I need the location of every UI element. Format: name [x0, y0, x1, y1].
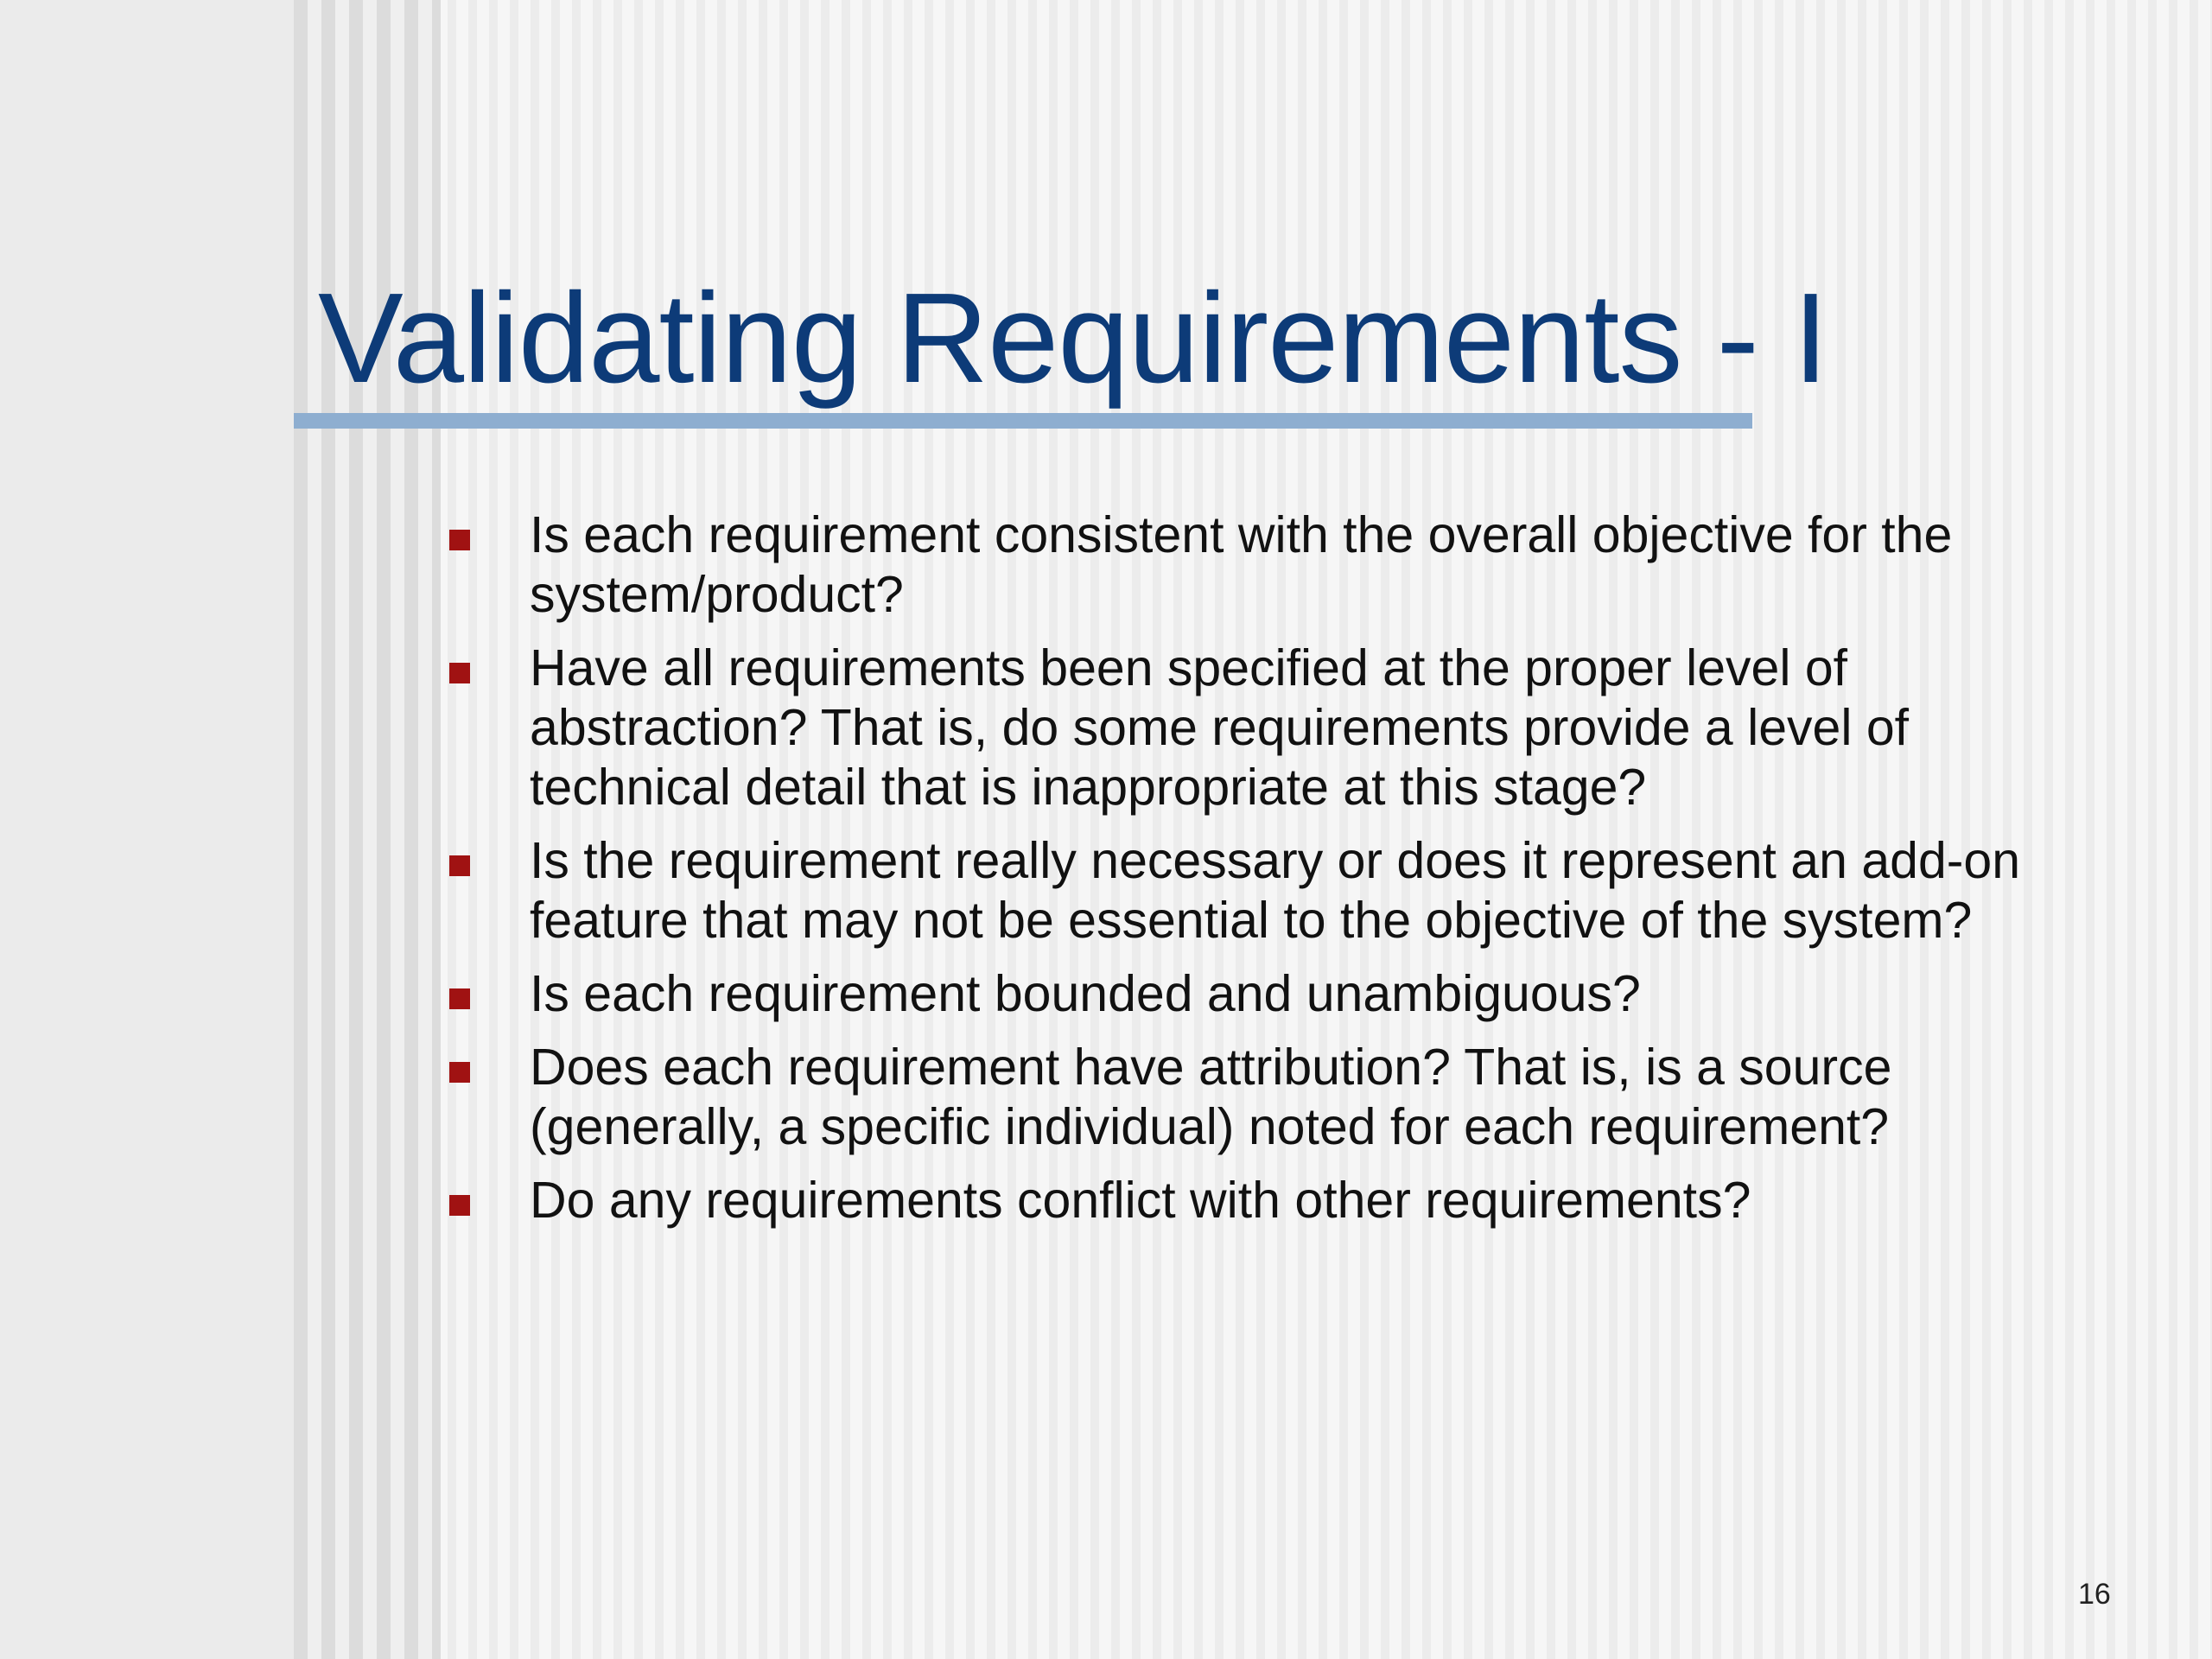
page-number: 16	[2078, 1578, 2111, 1611]
bullet-text: Does each requirement have attribution? That is, is a source (generally, a specific individual) noted for each requirement?	[530, 1039, 1892, 1155]
slide-title: Validating Requirements - I	[318, 267, 1828, 410]
bullet-item	[441, 1038, 2100, 1157]
bullet-item	[441, 505, 2100, 625]
bullet-list	[441, 505, 2100, 1244]
square-bullet-icon	[449, 663, 470, 683]
slide-left-margin	[0, 0, 294, 1659]
square-bullet-icon	[449, 988, 470, 1009]
square-bullet-icon	[449, 530, 470, 550]
bullet-item	[441, 639, 2100, 817]
title-underline	[294, 413, 1752, 429]
bullet-item	[441, 964, 2100, 1024]
bullet-text: Is each requirement bounded and unambiguous?	[530, 965, 1641, 1022]
square-bullet-icon	[449, 1062, 470, 1083]
square-bullet-icon	[449, 855, 470, 876]
bullet-text: Do any requirements conflict with other requirements?	[530, 1172, 1751, 1229]
bullet-text: Have all requirements been specified at the proper level of abstraction? That is, do some requirements provide a level of technical detail that is inappropriate at this stage?	[530, 639, 1910, 816]
square-bullet-icon	[449, 1195, 470, 1216]
bullet-item	[441, 831, 2100, 950]
decorative-stripes	[294, 0, 441, 1659]
bullet-text: Is each requirement consistent with the overall objective for the system/product?	[530, 506, 1953, 623]
bullet-text: Is the requirement really necessary or does it represent an add-on feature that may not be essential to the objective of the system?	[530, 832, 2021, 949]
bullet-item	[441, 1171, 2100, 1230]
